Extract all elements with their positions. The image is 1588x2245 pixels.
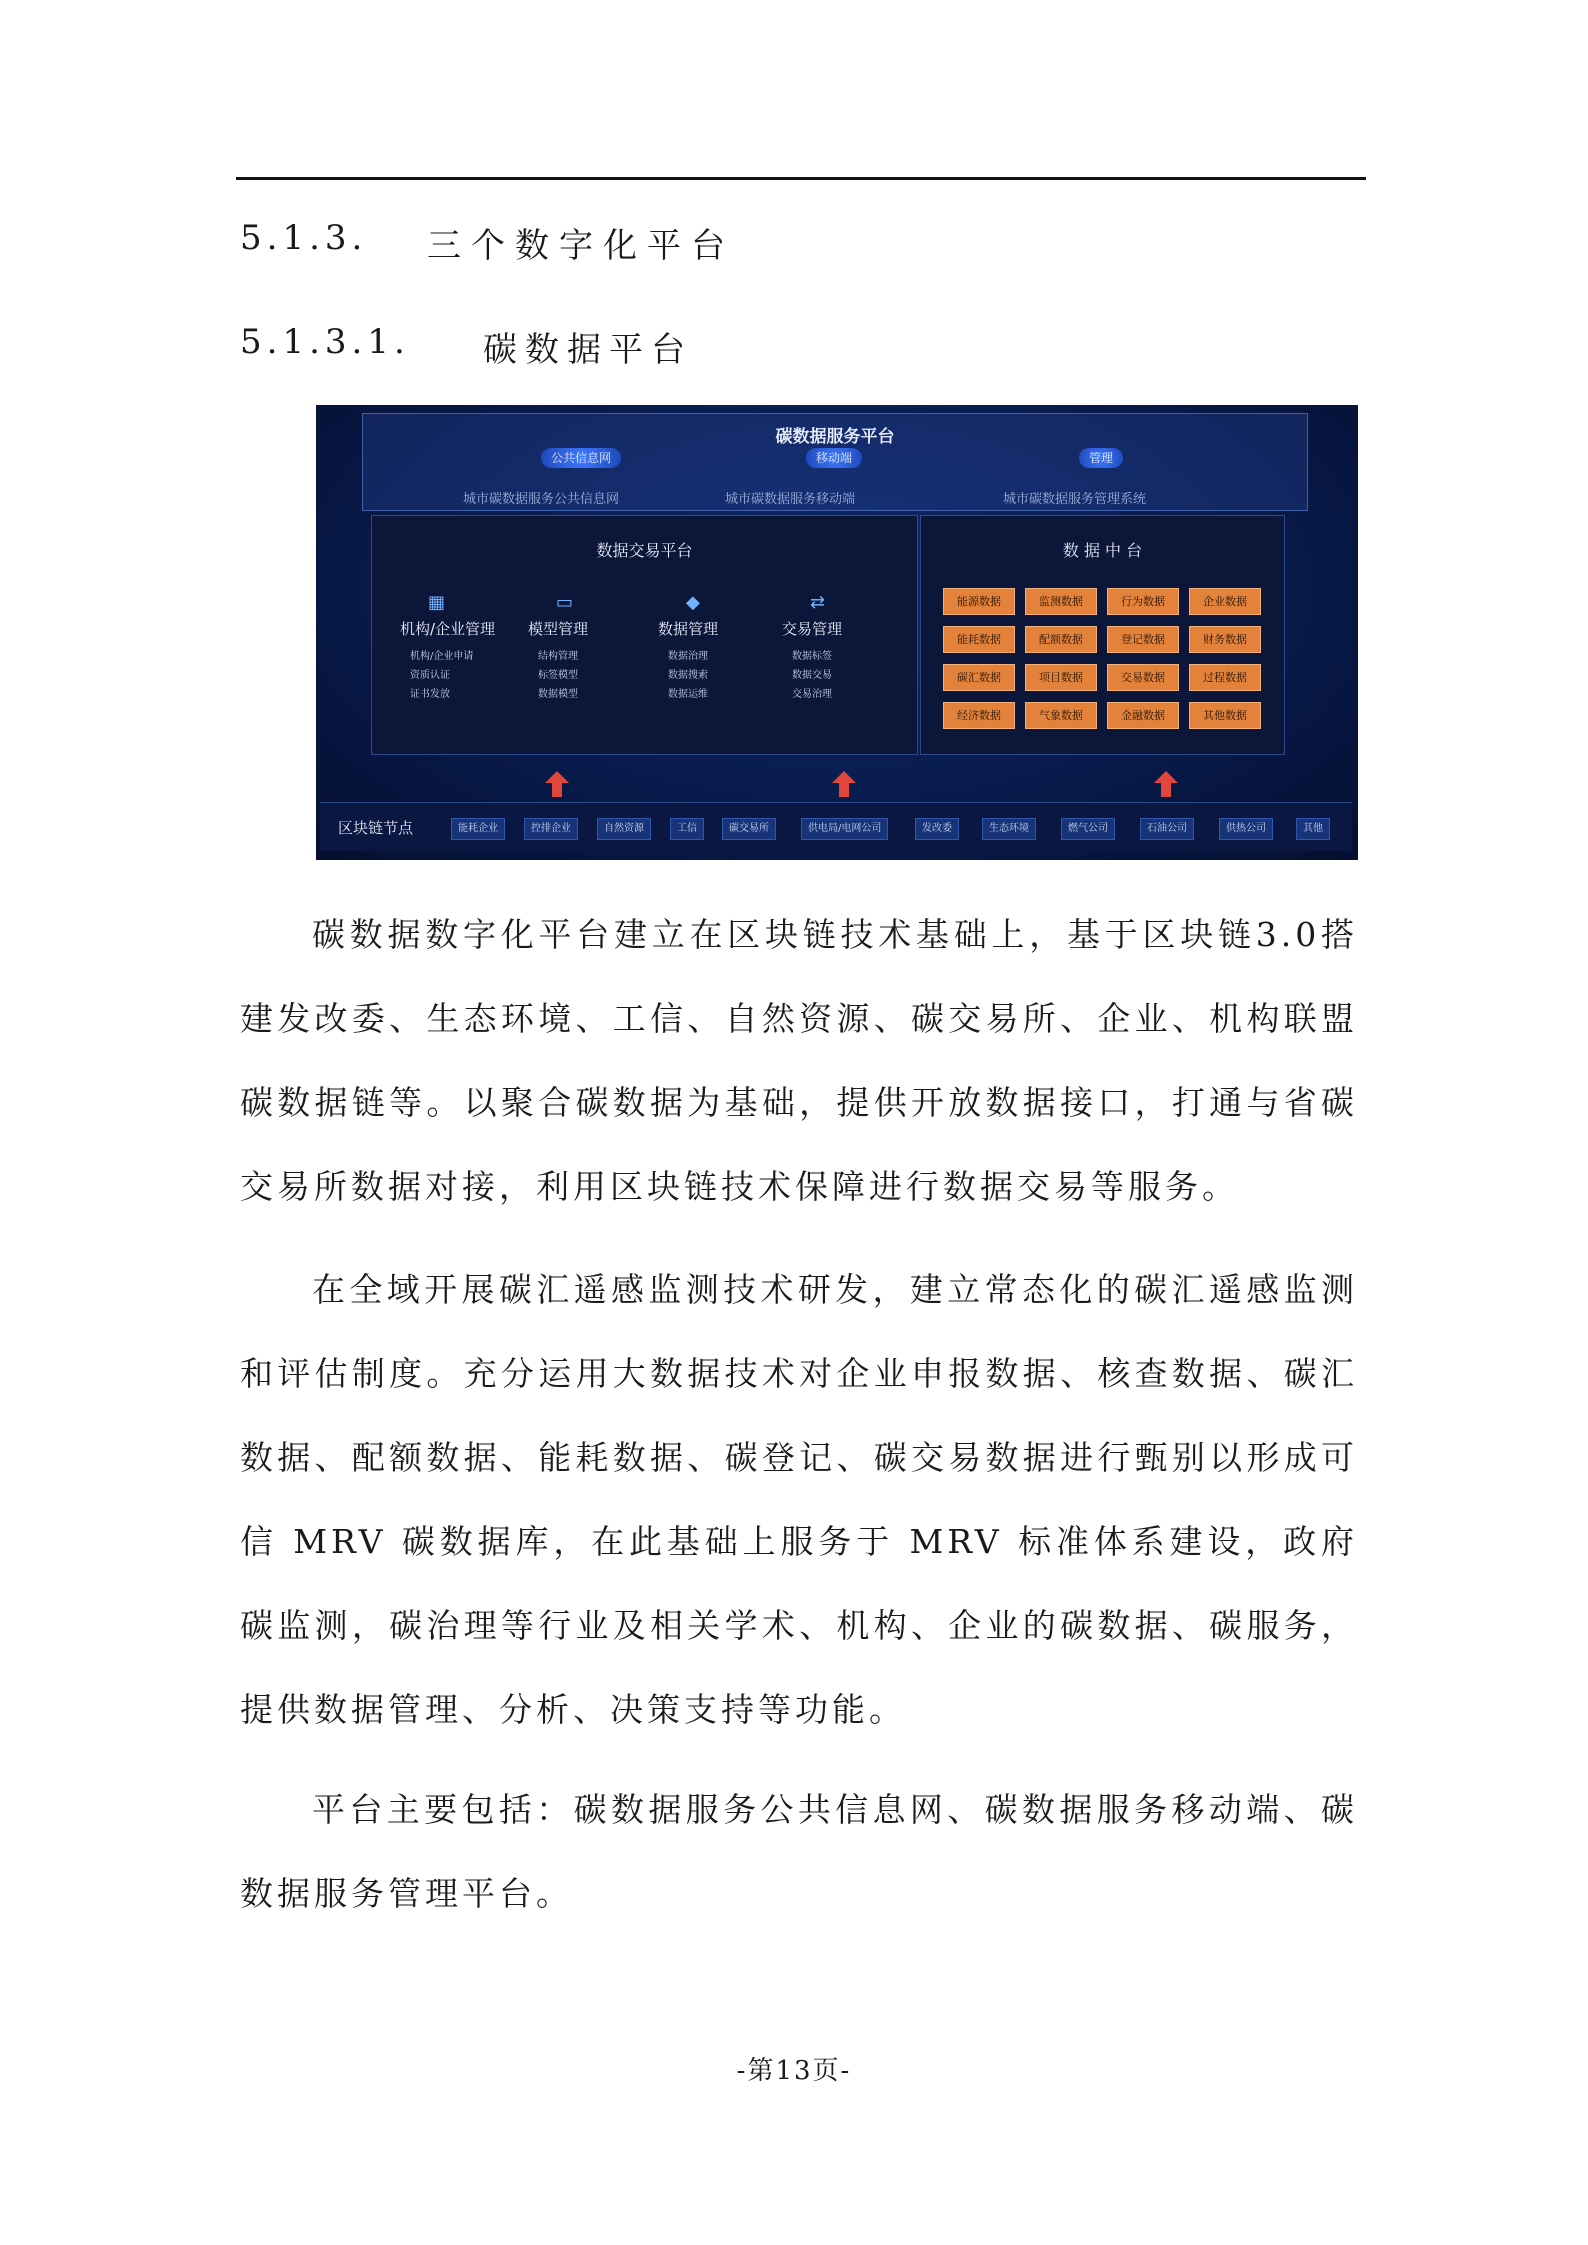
data-cell: 经济数据: [943, 702, 1015, 729]
service-platform-title: 碳数据服务平台: [775, 427, 895, 447]
chain-node: 能耗企业: [451, 818, 505, 840]
chain-node: 控排企业: [524, 818, 578, 840]
chain-node: 工信: [670, 818, 704, 840]
subsection-title: 碳数据平台: [483, 330, 693, 370]
module-item: 资质认证: [410, 670, 450, 681]
building-icon: ▦: [428, 592, 446, 613]
section-heading: [240, 218, 735, 266]
subsection-heading: [240, 322, 693, 370]
data-cell: 金融数据: [1107, 702, 1179, 729]
mobile-pill: 移动端: [806, 448, 862, 468]
module-title: 交易管理: [782, 620, 843, 638]
blockchain-node-bar: [320, 802, 1352, 851]
management-pill: 管理: [1079, 448, 1123, 468]
up-arrow-icon: [832, 771, 856, 797]
management-label: 城市碳数据服务管理系统: [1003, 492, 1147, 507]
module-item: 标签模型: [538, 670, 578, 681]
chain-node: 其他: [1296, 818, 1330, 840]
chain-node: 供电局/电网公司: [801, 818, 888, 840]
blockchain-label: 区块链节点: [338, 819, 414, 837]
data-cell: 配额数据: [1025, 626, 1097, 653]
paragraph-text: 碳数据数字化平台建立在区块链技术基础上，基于区块链3.0搭建发改委、生态环境、工信、自然资源、碳交易所、企业、机构联盟碳数据链等。以聚合碳数据为基础，提供开放数据接口，打通与省碳交易所数据对接，利用区块链技术保障进行数据交易等服务。: [240, 915, 1358, 1206]
paragraph-text: 在全域开展碳汇遥感监测技术研发，建立常态化的碳汇遥感监测和评估制度。充分运用大数据技术对企业申报数据、核查数据、碳汇数据、配额数据、能耗数据、碳登记、碳交易数据进行甄别以形成可信 MRV 碳数据库，在此基础上服务于 MRV 标准体系建设，政府碳监测，碳治理等行业及相关学术、机构、企业的碳数据、碳服务，提供数据管理、分析、决策支持等功能。: [240, 1270, 1358, 1729]
module-item: 数据搜索: [668, 670, 708, 681]
section-number: 5.1.3.: [240, 218, 368, 258]
data-cell: 行为数据: [1107, 588, 1179, 615]
subsection-number: 5.1.3.1.: [240, 322, 410, 362]
public-info-label: 城市碳数据服务公共信息网: [463, 492, 620, 507]
module-item: 数据模型: [538, 689, 578, 700]
data-cell: 过程数据: [1189, 664, 1261, 691]
module-item: 交易治理: [792, 689, 832, 700]
data-cell: 监测数据: [1025, 588, 1097, 615]
chain-node: 供热公司: [1219, 818, 1273, 840]
module-item: 结构管理: [538, 651, 578, 662]
data-cell: 项目数据: [1025, 664, 1097, 691]
chain-node: 自然资源: [597, 818, 651, 840]
data-trading-panel: [371, 515, 918, 755]
data-cell: 碳汇数据: [943, 664, 1015, 691]
data-cell: 登记数据: [1107, 626, 1179, 653]
data-cell: 气象数据: [1025, 702, 1097, 729]
module-title: 数据管理: [658, 620, 719, 638]
chain-node: 碳交易所: [722, 818, 776, 840]
data-cell: 能耗数据: [943, 626, 1015, 653]
public-info-pill: 公共信息网: [541, 448, 621, 468]
module-item: 证书发放: [410, 689, 450, 700]
module-item: 数据运维: [668, 689, 708, 700]
chain-node: 燃气公司: [1061, 818, 1115, 840]
mobile-label: 城市碳数据服务移动端: [725, 492, 856, 507]
data-cell: 其他数据: [1189, 702, 1261, 729]
section-title: 三个数字化平台: [427, 226, 735, 266]
service-platform-layer: [362, 413, 1308, 511]
exchange-icon: ⇄: [810, 592, 826, 613]
data-cell: 财务数据: [1189, 626, 1261, 653]
body-paragraph: [240, 1768, 1358, 1936]
data-trading-title: 数据交易平台: [596, 541, 693, 560]
thumbs-up-icon: ◆: [686, 592, 700, 613]
paragraph-text: 平台主要包括：碳数据服务公共信息网、碳数据服务移动端、碳数据服务管理平台。: [240, 1790, 1358, 1913]
carbon-platform-diagram: [316, 405, 1358, 860]
chain-node: 生态环境: [982, 818, 1036, 840]
module-item: 数据治理: [668, 651, 708, 662]
header-rule: [236, 177, 1366, 180]
monitor-icon: ▭: [556, 592, 574, 613]
body-paragraph: [240, 1248, 1358, 1752]
module-item: 数据标签: [792, 651, 832, 662]
module-item: 机构/企业申请: [410, 651, 474, 662]
module-title: 模型管理: [528, 620, 589, 638]
body-paragraph: [240, 893, 1358, 1229]
chain-node: 石油公司: [1140, 818, 1194, 840]
page-number: -第13页-: [736, 2056, 852, 2086]
module-title: 机构/企业管理: [400, 620, 496, 638]
data-management-module: [658, 594, 788, 704]
org-management-module: [400, 594, 530, 704]
module-item: 数据交易: [792, 670, 832, 681]
model-management-module: [528, 594, 658, 704]
data-cell: 交易数据: [1107, 664, 1179, 691]
chain-node: 发改委: [915, 818, 959, 840]
trade-management-module: [782, 594, 912, 704]
up-arrow-icon: [545, 771, 569, 797]
data-cell: 能源数据: [943, 588, 1015, 615]
data-cell: 企业数据: [1189, 588, 1261, 615]
up-arrow-icon: [1154, 771, 1178, 797]
data-middle-platform-panel: [920, 515, 1285, 755]
data-middle-title: 数 据 中 台: [1062, 541, 1143, 560]
